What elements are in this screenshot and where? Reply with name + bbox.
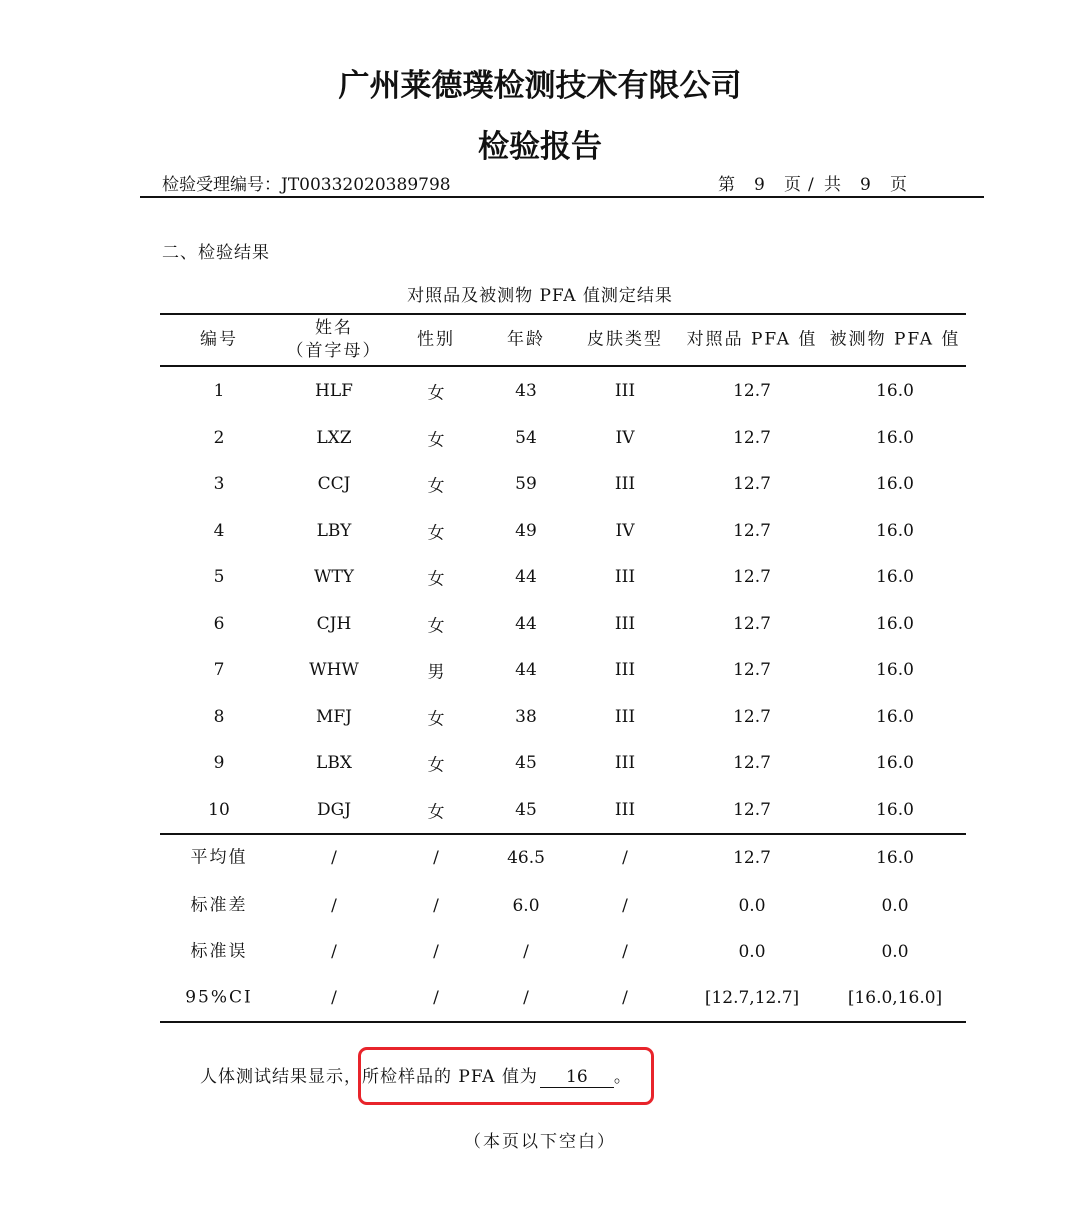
- table-cell-col-id: 2: [213, 428, 225, 448]
- page-info-sep: /: [808, 175, 814, 195]
- table-top-rule: [160, 313, 966, 315]
- table-cell-col-sample-pfa: 16.0: [876, 474, 914, 494]
- stats-cell-col-id: 标准误: [190, 941, 248, 962]
- table-cell-col-skin-type: III: [614, 567, 636, 587]
- stats-cell-col-sample-pfa: 0.0: [881, 896, 909, 916]
- stats-cell-col-id: 标准差: [190, 895, 248, 916]
- header-name-label: 姓名: [315, 318, 353, 338]
- table-cell-col-id: 6: [213, 614, 225, 634]
- table-cell-col-age: 44: [515, 567, 537, 587]
- page-current: 9: [754, 175, 765, 195]
- stats-cell-col-control-pfa: 0.0: [738, 896, 766, 916]
- company-name: 广州莱德璞检测技术有限公司: [338, 68, 742, 104]
- table-cell-col-control-pfa: 12.7: [733, 614, 771, 634]
- table-cell-col-sample-pfa: 16.0: [876, 707, 914, 727]
- table-cell-col-sample-pfa: 16.0: [876, 521, 914, 541]
- conclusion-prefix: 人体测试结果显示，所检样品的 PFA 值为: [200, 1067, 538, 1087]
- table-cell-col-initials: LBX: [316, 753, 352, 773]
- blank-note: （本页以下空白）: [464, 1132, 616, 1152]
- table-cell-col-initials: LXZ: [316, 428, 352, 448]
- table-cell-col-initials: CCJ: [317, 474, 351, 494]
- header-col-sample-pfa: 被测物 PFA 值: [829, 329, 961, 350]
- table-cell-col-age: 45: [515, 800, 537, 820]
- table-cell-col-id: 3: [213, 474, 225, 494]
- table-header-rule: [160, 365, 966, 367]
- conclusion-value: 16: [540, 1067, 614, 1088]
- table-cell-col-age: 49: [515, 521, 537, 541]
- table-cell-col-skin-type: III: [614, 381, 636, 401]
- table-cell-col-age: 43: [515, 381, 537, 401]
- stats-cell-col-initials: /: [331, 848, 337, 868]
- table-cell-col-age: 38: [515, 707, 537, 727]
- table-cell-col-id: 10: [208, 800, 230, 820]
- stats-cell-col-id: 平均值: [190, 847, 248, 868]
- stats-cell-col-gender: /: [433, 988, 439, 1008]
- table-cell-col-gender: 女: [427, 755, 445, 776]
- stats-cell-col-control-pfa: 0.0: [738, 942, 766, 962]
- stats-cell-col-gender: /: [433, 848, 439, 868]
- table-cell-col-age: 45: [515, 753, 537, 773]
- table-cell-col-control-pfa: 12.7: [733, 753, 771, 773]
- table-cell-col-skin-type: IV: [615, 428, 635, 448]
- table-cell-col-id: 8: [213, 707, 225, 727]
- table-cell-col-gender: 女: [427, 430, 445, 451]
- table-cell-col-sample-pfa: 16.0: [876, 567, 914, 587]
- table-cell-col-sample-pfa: 16.0: [876, 428, 914, 448]
- table-cell-col-sample-pfa: 16.0: [876, 614, 914, 634]
- table-cell-col-skin-type: III: [614, 660, 636, 680]
- stats-cell-col-skin-type: /: [622, 988, 628, 1008]
- table-cell-col-gender: 女: [427, 802, 445, 823]
- page-info-word: 页: [890, 175, 907, 195]
- table-cell-col-skin-type: III: [614, 474, 636, 494]
- table-cell-col-gender: 男: [427, 662, 445, 683]
- page-info-word: 第: [718, 175, 735, 195]
- table-cell-col-gender: 女: [427, 476, 445, 497]
- table-cell-col-initials: WHW: [309, 660, 359, 680]
- stats-cell-col-id: 95%CI: [185, 987, 253, 1008]
- table-cell-col-id: 7: [213, 660, 225, 680]
- stats-cell-col-age: /: [523, 988, 529, 1008]
- table-cell-col-initials: DGJ: [316, 800, 352, 820]
- page-info-word: 页: [784, 175, 801, 195]
- table-cell-col-gender: 女: [427, 616, 445, 637]
- table-cell-col-initials: HLF: [315, 381, 353, 401]
- stats-cell-col-skin-type: /: [622, 942, 628, 962]
- conclusion-suffix: 。: [613, 1067, 632, 1087]
- table-cell-col-age: 44: [515, 614, 537, 634]
- table-cell-col-control-pfa: 12.7: [733, 660, 771, 680]
- table-cell-col-age: 54: [515, 428, 537, 448]
- page-info: [718, 170, 912, 195]
- table-cell-col-initials: MFJ: [315, 707, 353, 727]
- table-cell-col-control-pfa: 12.7: [733, 707, 771, 727]
- table-caption: 对照品及被测物 PFA 值测定结果: [407, 286, 673, 306]
- table-cell-col-control-pfa: 12.7: [733, 428, 771, 448]
- table-bottom-rule: [160, 1021, 966, 1023]
- table-cell-col-gender: 女: [427, 383, 445, 404]
- table-cell-col-skin-type: IV: [615, 521, 635, 541]
- stats-cell-col-initials: /: [331, 942, 337, 962]
- header-col-control-pfa: 对照品 PFA 值: [686, 329, 818, 350]
- table-cell-col-control-pfa: 12.7: [733, 800, 771, 820]
- table-cell-col-initials: CJH: [316, 614, 352, 634]
- stats-cell-col-skin-type: /: [622, 848, 628, 868]
- table-cell-col-id: 5: [213, 567, 225, 587]
- stats-cell-col-gender: /: [433, 942, 439, 962]
- table-cell-col-initials: WTY: [313, 567, 355, 587]
- table-cell-col-age: 59: [515, 474, 537, 494]
- header-name-sub: （首字母）: [286, 341, 382, 361]
- table-cell-col-id: 1: [213, 381, 225, 401]
- table-cell-col-id: 4: [213, 521, 225, 541]
- header-col-initials: [287, 317, 382, 363]
- stats-cell-col-sample-pfa: [16.0,16.0]: [847, 988, 943, 1008]
- table-cell-col-skin-type: III: [614, 753, 636, 773]
- table-cell-col-age: 44: [515, 660, 537, 680]
- stats-cell-col-gender: /: [433, 896, 439, 916]
- table-cell-col-id: 9: [213, 753, 225, 773]
- table-cell-col-initials: LBY: [316, 521, 352, 541]
- header-col-age: 年龄: [507, 329, 545, 350]
- stats-cell-col-initials: /: [331, 988, 337, 1008]
- table-cell-col-gender: 女: [427, 569, 445, 590]
- acceptance-number: 检验受理编号：JT00332020389798: [162, 175, 451, 195]
- table-cell-col-skin-type: III: [614, 614, 636, 634]
- conclusion-text: [200, 1062, 632, 1088]
- header-rule: [140, 196, 984, 198]
- header-col-gender: 性别: [417, 329, 455, 350]
- table-cell-col-control-pfa: 12.7: [733, 521, 771, 541]
- table-cell-col-control-pfa: 12.7: [733, 567, 771, 587]
- stats-cell-col-age: /: [523, 942, 529, 962]
- table-cell-col-skin-type: III: [614, 800, 636, 820]
- table-cell-col-sample-pfa: 16.0: [876, 660, 914, 680]
- stats-cell-col-skin-type: /: [622, 896, 628, 916]
- table-cell-col-skin-type: III: [614, 707, 636, 727]
- page-info-word: 共: [824, 175, 841, 195]
- section-title: 二、检验结果: [162, 243, 270, 263]
- table-cell-col-sample-pfa: 16.0: [876, 381, 914, 401]
- stats-cell-col-control-pfa: [12.7,12.7]: [704, 988, 800, 1008]
- header-col-id: 编号: [200, 329, 238, 350]
- stats-cell-col-sample-pfa: 0.0: [881, 942, 909, 962]
- stats-cell-col-control-pfa: 12.7: [733, 848, 771, 868]
- table-cell-col-control-pfa: 12.7: [733, 474, 771, 494]
- table-cell-col-sample-pfa: 16.0: [876, 753, 914, 773]
- table-cell-col-gender: 女: [427, 523, 445, 544]
- stats-cell-col-initials: /: [331, 896, 337, 916]
- stats-cell-col-age: 46.5: [507, 848, 545, 868]
- page-total: 9: [860, 175, 871, 195]
- stats-cell-col-sample-pfa: 16.0: [876, 848, 914, 868]
- table-cell-col-gender: 女: [427, 709, 445, 730]
- table-body-rule: [160, 833, 966, 835]
- stats-cell-col-age: 6.0: [512, 896, 540, 916]
- table-cell-col-control-pfa: 12.7: [733, 381, 771, 401]
- report-title: 检验报告: [478, 129, 602, 165]
- header-col-skin-type: 皮肤类型: [587, 329, 663, 350]
- table-cell-col-sample-pfa: 16.0: [876, 800, 914, 820]
